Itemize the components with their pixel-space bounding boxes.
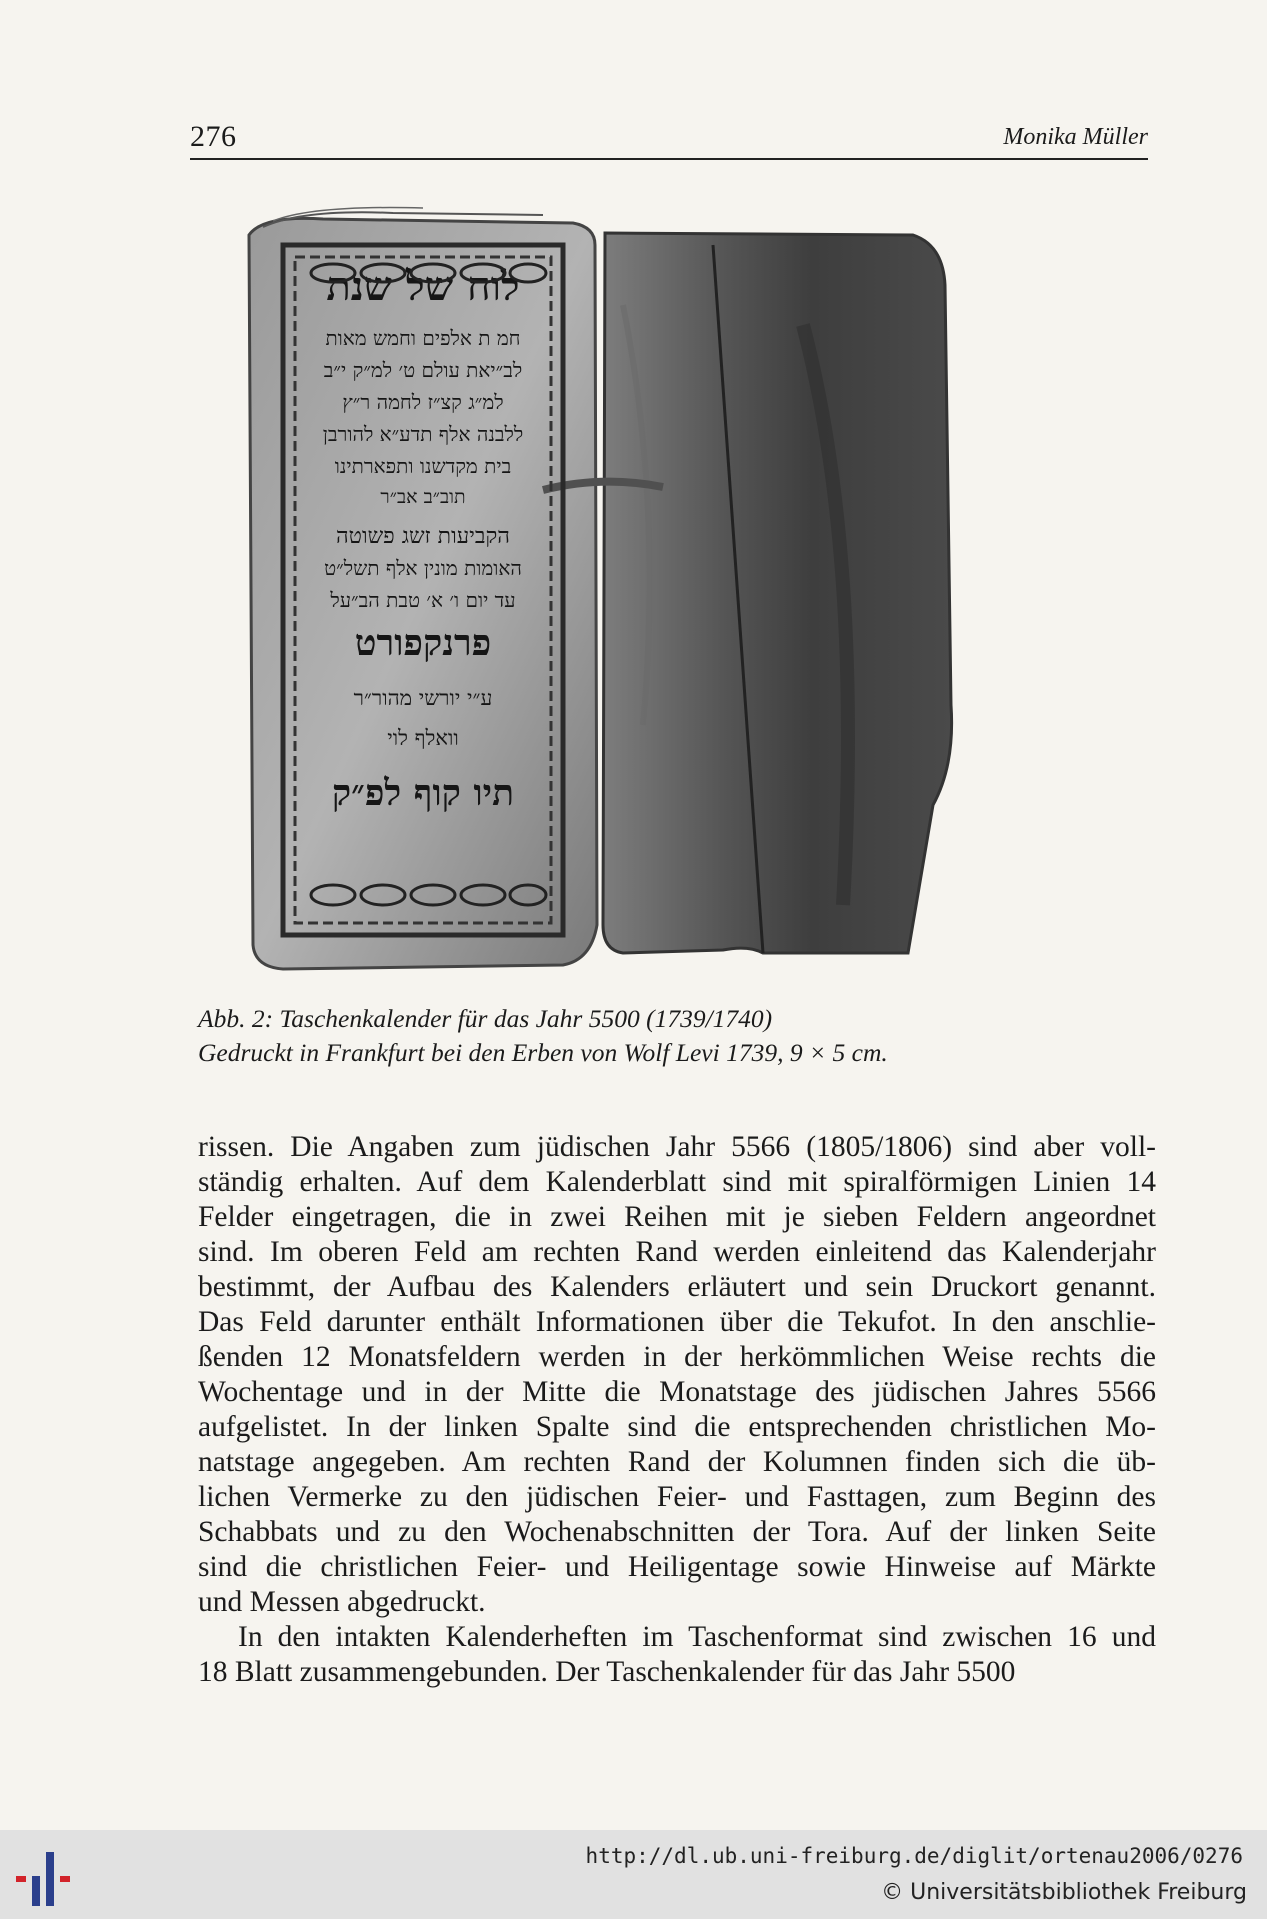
- body-line: natstage angegeben. Am rechten Rand der Kolumnen finden sich die üb-: [198, 1446, 1156, 1478]
- body-line: ßenden 12 Monatsfeldern werden in der herkömmlichen Weise rechts die: [198, 1341, 1156, 1373]
- calendar-line: ללבנה אלף תדע״א להורבן: [322, 422, 524, 446]
- calendar-line: ע״י יורשי מהור״ר: [353, 686, 493, 710]
- body-line: aufgelistet. In der linken Spalte sind die entsprechenden christlichen Mo-: [198, 1411, 1156, 1443]
- calendar-line: בית מקדשנו ותפארתינו: [334, 454, 512, 478]
- page-number: 276: [190, 120, 237, 153]
- calendar-line: עד יום ו׳ א׳ טבת הב״על: [330, 588, 516, 612]
- body-text: [198, 1130, 1156, 1690]
- body-line: Felder eingetragen, die in zwei Reihen mit je sieben Feldern angeordnet: [198, 1201, 1156, 1233]
- calendar-line: הקביעות זשג פשוטה: [336, 524, 510, 549]
- body-line: sind. Im oberen Feld am rechten Rand werden einleitend das Kalenderjahr: [198, 1236, 1156, 1268]
- body-line: lichen Vermerke zu den jüdischen Feier- und Fasttagen, zum Beginn des: [198, 1481, 1156, 1513]
- footer-bar: [0, 1830, 1267, 1919]
- body-line: rissen. Die Angaben zum jüdischen Jahr 5566 (1805/1806) sind aber voll-: [198, 1131, 1156, 1163]
- page-header: [190, 118, 1148, 160]
- ub-freiburg-logo-icon: [14, 1846, 84, 1912]
- calendar-line: תיו קוף לפ״ק: [331, 772, 515, 814]
- figure-caption: [198, 1002, 1138, 1070]
- calendar-line: וואלף לוי: [387, 726, 459, 750]
- body-line: ständig erhalten. Auf dem Kalenderblatt sind mit spiralförmigen Linien 14: [198, 1166, 1156, 1198]
- body-line: Das Feld darunter enthält Informationen über die Tekufot. In den anschlie-: [198, 1306, 1156, 1338]
- calendar-line: חמ ת אלפים וחמש מאות: [325, 326, 521, 350]
- footer-copyright: © Universitätsbibliothek Freiburg: [881, 1880, 1247, 1905]
- body-line: In den intakten Kalenderheften im Taschenformat sind zwischen 16 und: [238, 1621, 1156, 1653]
- calendar-line: האומות מונין אלף תשל״ט: [324, 556, 522, 580]
- calendar-line: למ״ג קצ״ז לחמה ר״ץ: [342, 390, 504, 414]
- body-line: Schabbats und zu den Wochenabschnitten der Tora. Auf der linken Seite: [198, 1516, 1156, 1548]
- body-line: sind die christlichen Feier- und Heiligentage sowie Hinweise auf Märkte: [198, 1551, 1156, 1583]
- figure-pocket-calendar-photo: [243, 205, 1093, 975]
- right-folded-sheet: [603, 233, 952, 953]
- body-line: Wochentage und in der Mitte die Monatstage des jüdischen Jahres 5566: [198, 1376, 1156, 1408]
- body-line: und Messen abgedruckt.: [198, 1586, 486, 1618]
- calendar-line: תוב״ב אב״ר: [380, 486, 466, 508]
- calendar-title: לוח של שנת: [326, 263, 520, 310]
- running-head-author: Monika Müller: [1003, 124, 1148, 150]
- caption-line-2: Gedruckt in Frankfurt bei den Erben von Wolf Levi 1739, 9 × 5 cm.: [198, 1038, 888, 1067]
- body-line: 18 Blatt zusammengebunden. Der Taschenkalender für das Jahr 5500: [198, 1656, 1016, 1688]
- footer-url-link[interactable]: http://dl.ub.uni-freiburg.de/diglit/ortenau2006/0276: [585, 1844, 1243, 1868]
- calendar-line: פרנקפורט: [354, 622, 492, 664]
- calendar-line: לב״יאת עולם ט׳ למ״ק י״ב: [323, 358, 523, 382]
- body-line: bestimmt, der Aufbau des Kalenders erläutert und sein Druckort genannt.: [198, 1271, 1156, 1303]
- caption-line-1: Abb. 2: Taschenkalender für das Jahr 5500 (1739/1740): [198, 1004, 773, 1033]
